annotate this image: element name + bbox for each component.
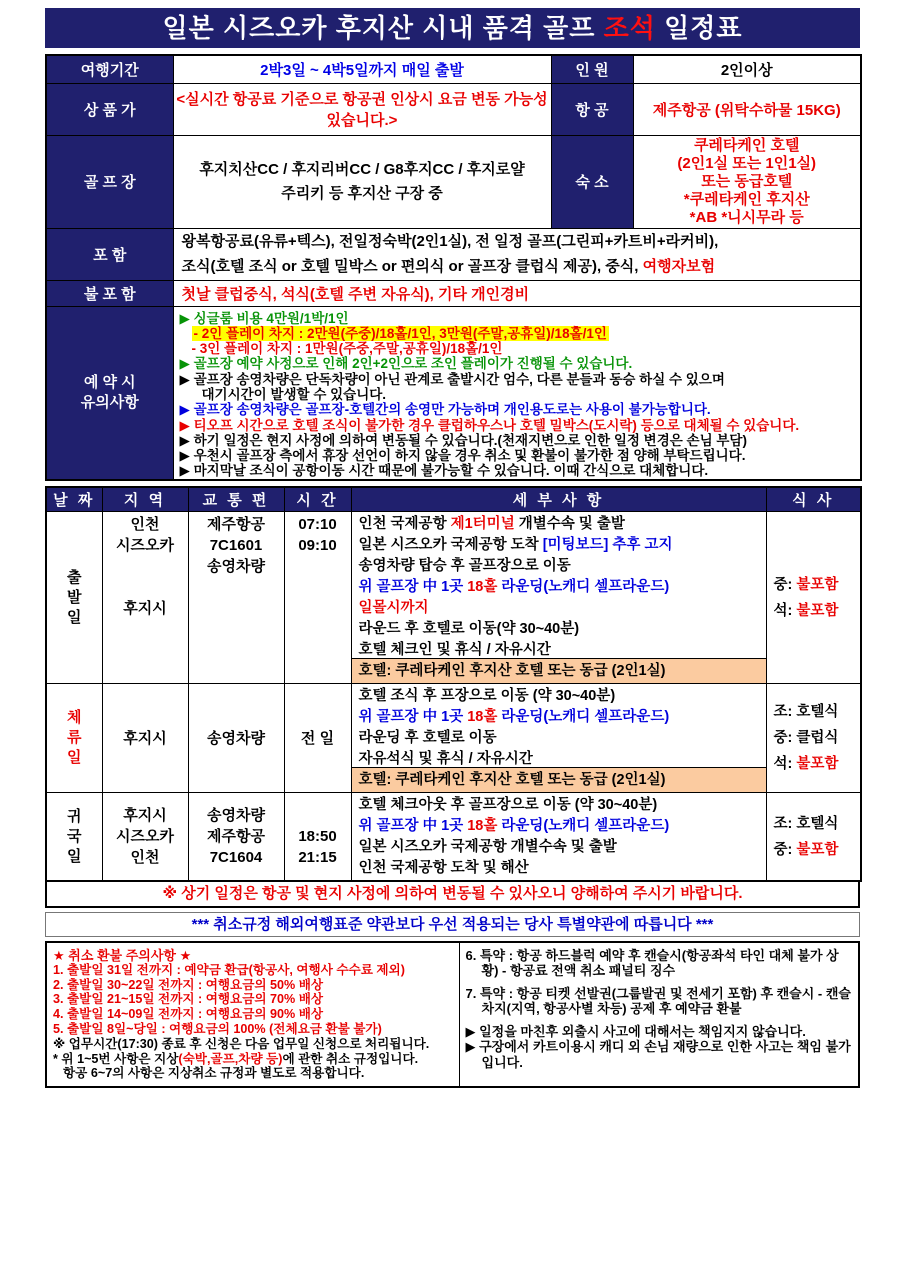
region-cell: [102, 512, 188, 684]
text-segment: 라운딩(노캐디 셀프라운드): [497, 579, 670, 596]
text-line: (2인1실 또는 1인1실): [677, 154, 817, 172]
detail-line: [352, 837, 766, 858]
label-persons: 인 원: [551, 55, 633, 83]
booking-note: [180, 463, 859, 478]
label-golf-course: 골 프 장: [46, 135, 173, 228]
text-segment: ▶ 우천시 골프장 측에서 휴장 선언이 하지 않을 경우 취소 및 환불이 불가한 점 양해 부탁드립니다.: [179, 448, 746, 464]
text-line: 후지시: [123, 807, 167, 825]
schedule-change-notice: ※ 상기 일정은 항공 및 현지 사정에 의하여 변동될 수 있사오니 양해하여 주시기 바랍니다.: [45, 882, 860, 908]
booking-note: [180, 418, 859, 433]
text-segment: ▶ 골프장 예약 사정으로 인해 2인+2인으로 조인 플레이가 진행될 수 있습니다.: [179, 356, 633, 372]
region-top-group: [103, 514, 188, 556]
text-line: 인천: [130, 849, 160, 867]
text-segment: 호텔 체크아웃 후 골프장으로 이동 (약 30~40분): [358, 797, 658, 814]
text-segment: 조: 호텔식: [773, 704, 839, 721]
meals-cell: [766, 684, 861, 793]
golf-course-line1: 후지치산CC / 후지리버CC / G8후지CC / 후지로얄: [199, 160, 525, 178]
meals-cell: [766, 512, 861, 684]
cancellation-item: 4. 출발일 14~09일 전까지 : 여행요금의 90% 배상: [53, 1007, 324, 1022]
col-header-transport: 교 통 편: [188, 487, 284, 512]
detail-line: [352, 598, 766, 619]
text-segment: ▶ 마지막날 조식이 공항이동 시간 때문에 불가능할 수 있습니다. 이때 간식으로 대체합니다.: [179, 463, 709, 479]
col-header-details: 세 부 사 항: [351, 487, 766, 512]
label-price: 상 품 가: [46, 83, 173, 135]
details-cell: [351, 793, 766, 881]
title-text-right: 일정표: [655, 13, 743, 43]
booking-note: [180, 341, 859, 356]
text-segment: 석:: [773, 602, 797, 619]
details-cell: [351, 512, 766, 684]
text-line: 발: [67, 588, 82, 606]
hotel-bar: 호텔: 쿠레타케인 후지산 호텔 또는 동급 (2인1실): [352, 658, 766, 683]
text-line: 시즈오카: [116, 828, 174, 846]
details-cell: [351, 684, 766, 793]
info-row-excluded: [46, 280, 861, 306]
text-line: 류: [67, 729, 82, 747]
text-segment: - 3인 플레이 차지 : 1만원(주중,주말,공휴일)/18홀/1인: [191, 341, 503, 357]
text-segment: 호텔 체크인 및 휴식 / 자유시간: [358, 642, 551, 659]
meal-line: [774, 751, 861, 777]
included-line2: 조식(호텔 조식 or 호텔 밀박스 or 편의식 or 골프장 클럽식 제공), 중식,: [181, 258, 643, 275]
text-line: 09:10: [298, 537, 337, 555]
text-line: 7C1604: [209, 849, 263, 867]
text-segment: 에 관한 취소 규정입니다.: [282, 1051, 419, 1066]
booking-note: [180, 448, 859, 463]
booking-note: [180, 402, 859, 417]
text-segment: 불포함: [796, 602, 839, 619]
booking-note: [180, 387, 859, 402]
meal-line: [774, 598, 861, 624]
booking-note: [180, 311, 859, 326]
text-segment: * 위 1~5번 사항은 지상: [53, 1051, 179, 1066]
text-line: *쿠레타케인 후지산: [683, 190, 810, 208]
detail-line: [352, 619, 766, 640]
text-segment: 일본 시즈오카 국제공항 개별수속 및 출발: [358, 839, 617, 856]
detail-line: [352, 514, 766, 535]
detail-line: [352, 728, 766, 749]
text-segment: ▶ 싱글룸 비용 4만원/1박/1인: [179, 310, 349, 326]
text-line: 일: [67, 749, 82, 767]
day-label-stay: [46, 684, 102, 793]
trip-info-table: [45, 54, 862, 481]
text-segment: 석:: [773, 756, 797, 773]
text-line: *AB *니시무라 등: [689, 208, 804, 226]
cancellation-row: [46, 942, 859, 1087]
special-condition-bullet: ▶ 구장에서 카트이용시 캐디 외 손님 재량으로 인한 사고는 책임 불가입니다.: [465, 1039, 851, 1070]
cancellation-item: 3. 출발일 21~15일 전까지 : 여행요금의 70% 배상: [53, 992, 324, 1007]
time-cell: [284, 793, 351, 881]
region-cell: [102, 793, 188, 881]
text-line: 18:50: [298, 828, 337, 846]
text-line: [285, 805, 351, 826]
col-header-region: 지 역: [102, 487, 188, 512]
itinerary-document: [45, 8, 860, 1088]
text-segment: (숙박,골프,차량 등): [178, 1051, 283, 1066]
text-segment: ▶ 골프장 송영차량은 골프장-호텔간의 송영만 가능하며 개인용도로는 사용이 불가능합니다.: [179, 402, 711, 418]
included-value: [173, 228, 861, 280]
persons-value: 2인이상: [633, 55, 861, 83]
text-segment: 일본 시즈오카 국제공항 도착: [358, 537, 543, 554]
trip-period-value: 2박3일 ~ 4박5일까지 매일 출발: [173, 55, 551, 83]
text-line: 7C1601: [209, 537, 263, 555]
title-accent: 조석: [603, 13, 656, 43]
included-insurance: 여행자보험: [642, 258, 716, 275]
time-cell: [284, 684, 351, 793]
region-cell: [102, 684, 188, 793]
text-segment: 일몰시까지: [358, 600, 429, 617]
text-segment: 송영차량 탑승 후 골프장으로 이동: [358, 558, 571, 575]
booking-notes-label-line1: 예 약 시: [83, 373, 136, 391]
text-segment: 자유석식 및 휴식 / 자유시간: [358, 751, 533, 768]
detail-line: [352, 577, 766, 598]
label-included: 포 함: [46, 228, 173, 280]
booking-notes-label-line2: 유의사항: [80, 393, 139, 411]
text-line: 제주항공: [207, 828, 265, 846]
text-segment: ▶ 하기 일정은 현지 사정에 의하여 변동될 수 있습니다.(천재지변으로 인한 일정 변경은 손님 부담): [179, 432, 747, 448]
label-booking-notes: [46, 306, 173, 480]
text-segment: ▶ 골프장 송영차량은 단독차량이 아닌 관계로 출발시간 엄수, 다른 분들과 동승 하실 수 있으며: [179, 371, 725, 387]
text-segment: 라운딩 후 호텔로 이동: [358, 730, 497, 747]
text-line: 일: [67, 608, 82, 626]
special-conditions: [459, 942, 859, 1087]
title-text-left: 일본 시즈오카 후지산 시내 품격 골프: [162, 13, 604, 43]
text-line: 송영차량: [207, 729, 265, 747]
text-segment: - 2인 플레이 차지 : 2만원(주중)/18홀/1인, 3만원(주말,공휴일)/18홀/1인: [193, 325, 607, 341]
detail-line: [352, 795, 766, 816]
cancellation-note: [53, 1052, 453, 1067]
cancellation-item: 5. 출발일 8일~당일 : 여행요금의 100% (전체요금 환불 불가): [53, 1021, 382, 1036]
meal-line: [774, 837, 861, 863]
text-line: 후지시: [123, 729, 167, 747]
airline-value: 제주항공 (위탁수하물 15KG): [633, 83, 861, 135]
booking-note: [180, 356, 859, 371]
transport-cell: [188, 684, 284, 793]
hotel-bar: 호텔: 쿠레타케인 후지산 호텔 또는 동급 (2인1실): [352, 767, 766, 792]
col-header-date: 날 짜: [46, 487, 102, 512]
text-segment: 불포함: [796, 576, 839, 593]
text-line: 송영차량: [207, 558, 265, 576]
page-title: [45, 8, 860, 48]
label-excluded: 불 포 함: [46, 280, 173, 306]
text-line: 또는 동급호텔: [701, 172, 793, 190]
cancellation-policy: [46, 942, 459, 1087]
info-row-period: [46, 55, 861, 83]
schedule-row-stay: [46, 684, 861, 793]
text-segment: 위 골프장 中 1곳: [358, 579, 468, 596]
meal-line: [774, 699, 861, 725]
text-line: 일: [67, 847, 82, 865]
text-segment: 제1터미널: [450, 516, 515, 533]
detail-line: [352, 858, 766, 879]
text-line: 송영차량: [207, 807, 265, 825]
text-line: 전 일: [300, 729, 335, 747]
text-segment: 18홀: [467, 818, 498, 835]
special-condition-item: 7. 특약 : 항공 티켓 선발권(그룹발권 및 전세기 포함) 후 캔슬시 - 캔슬차지(지역, 항공사별 차등) 공제 후 예약금 환불: [465, 985, 851, 1017]
booking-note: [180, 326, 859, 341]
text-line: 인천: [130, 516, 160, 534]
time-cell: [284, 512, 351, 684]
text-segment: [미팅보드] 추후 고지: [542, 537, 673, 554]
col-header-meals: 식 사: [766, 487, 861, 512]
text-line: 국: [67, 827, 82, 845]
text-segment: 18홀: [467, 709, 498, 726]
label-hotel: 숙 소: [551, 135, 633, 228]
text-segment: 불포함: [796, 756, 839, 773]
info-row-price: [46, 83, 861, 135]
col-header-time: 시 간: [284, 487, 351, 512]
info-row-golf: [46, 135, 861, 228]
info-row-included: [46, 228, 861, 280]
cancellation-box: [45, 941, 860, 1088]
text-segment: 조: 호텔식: [773, 815, 839, 832]
text-segment: 위 골프장 中 1곳: [358, 818, 468, 835]
label-trip-period: 여행기간: [46, 55, 173, 83]
text-segment: 라운딩(노캐디 셀프라운드): [497, 818, 670, 835]
meal-line: [774, 811, 861, 837]
text-line: 07:10: [298, 516, 337, 534]
text-line: 쿠레타케인 호텔: [693, 136, 800, 154]
text-line: 제주항공: [207, 516, 265, 534]
booking-notes: [173, 306, 861, 480]
text-line: 21:15: [298, 849, 337, 867]
special-terms-notice: *** 취소규정 해외여행표준 약관보다 우선 적용되는 당사 특별약관에 따릅니다 ***: [45, 912, 860, 937]
text-segment: 위 골프장 中 1곳: [358, 709, 468, 726]
text-line: 후지시: [123, 600, 167, 618]
price-note: <실시간 항공료 기준으로 항공권 인상시 요금 변동 가능성 있습니다.>: [173, 83, 551, 135]
label-airline: 항 공: [551, 83, 633, 135]
text-segment: 중:: [773, 841, 797, 858]
info-row-booking-notes: [46, 306, 861, 480]
text-segment: ▶ 티오프 시간으로 호텔 조식이 불가한 경우 클럽하우스나 호텔 밀박스(도시락) 등으로 대체될 수 있습니다.: [179, 417, 800, 433]
text-segment: 라운드 후 호텔로 이동(약 30~40분): [358, 621, 580, 638]
text-line: 귀: [67, 807, 82, 825]
text-line: 출: [67, 568, 82, 586]
detail-line: [352, 816, 766, 837]
text-segment: 중:: [773, 576, 797, 593]
booking-note: [180, 372, 859, 387]
text-segment: 18홀: [467, 579, 498, 596]
text-line: 체: [67, 709, 82, 727]
detail-line: [352, 535, 766, 556]
text-segment: 대기시간이 발생할 수 있습니다.: [201, 386, 387, 402]
meals-cell: [766, 793, 861, 881]
transport-cell: [188, 512, 284, 684]
excluded-value: 첫날 클럽중식, 석식(호텔 주변 자유식), 기타 개인경비: [173, 280, 861, 306]
detail-line: [352, 686, 766, 707]
cancellation-title: ★ 취소 환불 주의사항 ★: [53, 947, 192, 963]
detail-line: [352, 707, 766, 728]
text-segment: 중: 클럽식: [773, 730, 839, 747]
cancellation-note: ※ 업무시간(17:30) 종료 후 신청은 다음 업무일 신청으로 처리됩니다.: [53, 1036, 430, 1051]
detail-line: [352, 556, 766, 577]
hotel-value: [633, 135, 861, 228]
text-segment: 인천 국제공항 도착 및 해산: [358, 860, 529, 877]
text-segment: 불포함: [796, 841, 839, 858]
schedule-row-departure: [46, 512, 861, 684]
cancellation-note: 항공 6~7의 사항은 지상취소 규정과 별도로 적용합니다.: [63, 1066, 365, 1081]
golf-course-line2: 주리키 등 후지산 구장 중: [281, 184, 443, 202]
meal-line: [774, 725, 861, 751]
golf-course-value: [173, 135, 551, 228]
text-segment: 인천 국제공항: [358, 516, 451, 533]
meal-line: [774, 572, 861, 598]
region-bottom-group: [103, 598, 188, 619]
booking-note: [180, 433, 859, 448]
text-line: 시즈오카: [116, 537, 174, 555]
schedule-table: [45, 486, 862, 882]
special-condition-bullet: ▶ 일정을 마친후 외출시 사고에 대해서는 책임지지 않습니다.: [465, 1023, 806, 1039]
cancellation-item: 1. 출발일 31일 전까지 : 예약금 환급(항공사, 여행사 수수료 제외): [53, 962, 405, 977]
text-segment: 호텔 조식 후 프장으로 이동 (약 30~40분): [358, 688, 616, 705]
day-label-departure: [46, 512, 102, 684]
text-segment: 라운딩(노캐디 셀프라운드): [497, 709, 670, 726]
text-segment: 개별수속 및 출발: [514, 516, 625, 533]
included-line1: 왕복항공료(유류+텍스), 전일정숙박(2인1실), 전 일정 골프(그린피+카트비+라커비),: [181, 233, 719, 250]
schedule-header-row: [46, 487, 861, 512]
cancellation-item: 2. 출발일 30~22일 전까지 : 여행요금의 50% 배상: [53, 977, 324, 992]
day-label-return: [46, 793, 102, 881]
schedule-row-return: [46, 793, 861, 881]
special-condition-item: 6. 특약 : 항공 하드블럭 예약 후 캔슬시(항공좌석 타인 대체 불가 상황) - 항공료 전액 취소 패널티 징수: [465, 947, 839, 979]
transport-cell: [188, 793, 284, 881]
